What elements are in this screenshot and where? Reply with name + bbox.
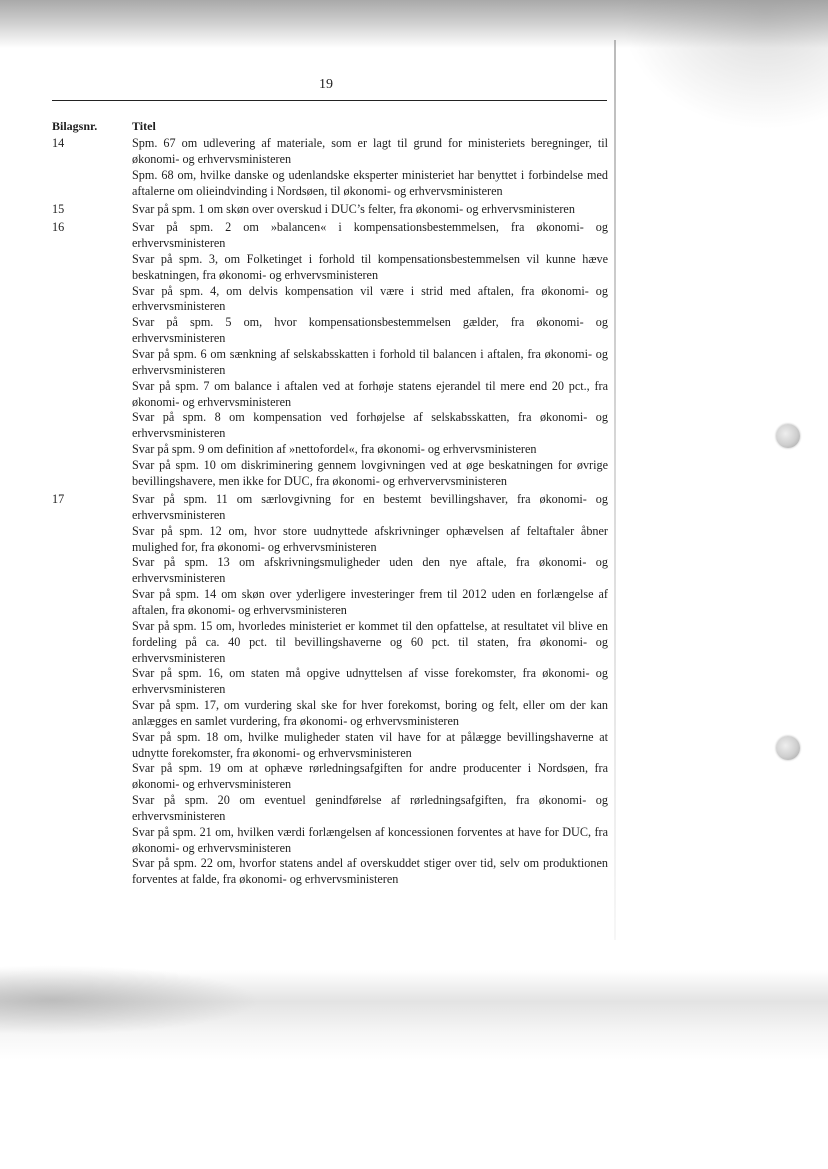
punch-hole-icon (776, 736, 800, 760)
page-number: 19 (319, 77, 333, 92)
appendix-entry: Svar på spm. 14 om skøn over yderligere investeringer frem til 2012 uden en forlængelse af aftalen, fra økonomi- og erhvervsministeren (132, 587, 608, 617)
appendix-entry: Spm. 67 om udlevering af materiale, som er lagt til grund for ministeriets beregninger, til økonomi- og erhvervsministeren (132, 136, 608, 166)
appendix-entry: Svar på spm. 3, om Folketinget i forhold til kompensationsbestemmelsen vil kunne hæve beskatningen, fra økonomi- og erhvervsministeren (132, 251, 608, 282)
appendix-group (52, 492, 608, 888)
appendix-entry: Svar på spm. 13 om afskrivningsmuligheder uden den nye aftale, fra økonomi- og erhvervsministeren (132, 555, 608, 586)
appendix-group (52, 220, 608, 489)
appendix-number: 14 (52, 136, 65, 150)
appendix-entry: Svar på spm. 1 om skøn over overskud i DUC’s felter, fra økonomi- og erhvervsministeren (132, 201, 575, 216)
appendix-entry: Svar på spm. 5 om, hvor kompensationsbestemmelsen gælder, fra økonomi- og erhvervsministeren (132, 315, 608, 346)
appendix-entry: Svar på spm. 9 om definition af »nettofordel«, fra økonomi- og erhvervsministeren (132, 442, 537, 457)
appendix-entry: Svar på spm. 16, om staten må opgive udnyttelsen af visse forekomster, fra økonomi- og erhvervsministeren (132, 666, 608, 697)
appendix-entry: Svar på spm. 15 om, hvorledes ministeriet er kommet til den opfattelse, at resultatet vil blive en fordeling på ca. 40 pct. til bevillingshaverne og 60 pct. til staten, fra økonomi- og erhvervsministeren (132, 618, 608, 665)
appendix-entry: Svar på spm. 22 om, hvorfor statens andel af overskuddet stiger over tid, selv om produktionen forventes at falde, fra økonomi- og erhvervsministeren (132, 856, 608, 887)
appendix-entries (132, 202, 608, 218)
appendix-entry: Spm. 68 om, hvilke danske og udenlandske eksperter ministeriet har benyttet i forbindelse med aftalerne om olieindvinding i Nordsøen, til økonomi- og erhvervsministeren (132, 167, 608, 198)
appendix-entry: Svar på spm. 12 om, hvor store uudnyttede afskrivninger ophævelsen af feltaftaler åbner mulighed for, fra økonomi- og erhvervsministeren (132, 523, 608, 554)
appendix-number: 17 (52, 492, 65, 507)
appendix-entries (132, 492, 608, 888)
appendix-entry: Svar på spm. 20 om eventuel genindførelse af rørledningsafgiften, fra økonomi- og erhvervsministeren (132, 793, 608, 823)
appendix-group (52, 202, 608, 218)
appendix-entries (132, 136, 608, 199)
scan-shadow-top-right (620, 0, 828, 130)
appendix-entry: Svar på spm. 17, om vurdering skal ske for hver forekomst, boring og felt, eller om der kan anlægges en samlet vurdering, fra økonomi- og erhvervsministeren (132, 698, 608, 728)
appendix-number: 16 (52, 220, 65, 235)
appendix-number: 15 (52, 201, 65, 216)
appendix-list (52, 136, 608, 888)
scan-shadow-bottom-left (0, 965, 260, 1035)
appendix-entry: Svar på spm. 2 om »balancen« i kompensationsbestemmelsen, fra økonomi- og erhvervsministeren (132, 220, 608, 251)
appendix-entry: Svar på spm. 7 om balance i aftalen ved at forhøje statens ejerandel til mere end 20 pct., fra økonomi- og erhvervsministeren (132, 378, 608, 409)
appendix-entry: Svar på spm. 6 om sænkning af selskabsskatten i forhold til balancen i aftalen, fra økonomi- og erhvervsministeren (132, 346, 608, 377)
appendix-group (52, 136, 608, 199)
column-header-title: Titel (132, 119, 156, 133)
appendix-entry: Svar på spm. 21 om, hvilken værdi forlængelsen af koncessionen forventes at have for DUC, fra økonomi- og erhvervsministeren (132, 824, 608, 855)
appendix-entry: Svar på spm. 11 om særlovgivning for en bestemt bevillingshaver, fra økonomi- og erhvervsministeren (132, 492, 608, 522)
appendix-entries (132, 220, 608, 489)
column-header-number: Bilagsnr. (52, 119, 98, 133)
appendix-entry: Svar på spm. 4, om delvis kompensation vil være i strid med aftalen, fra økonomi- og erhvervsministeren (132, 283, 608, 314)
punch-hole-icon (776, 424, 800, 448)
appendix-entry: Svar på spm. 19 om at ophæve rørledningsafgiften for andre producenter i Nordsøen, fra økonomi- og erhvervsministeren (132, 761, 608, 792)
header-rule (52, 100, 607, 101)
appendix-entry: Svar på spm. 10 om diskriminering gennem lovgivningen ved at øge beskatningen for øvrige bevillingshavere, men ikke for DUC, fra økonomi- og erhververvsministeren (132, 457, 608, 488)
appendix-entry: Svar på spm. 8 om kompensation ved forhøjelse af selskabsskatten, fra økonomi- og erhvervsministeren (132, 410, 608, 441)
appendix-entry: Svar på spm. 18 om, hvilke muligheder staten vil have for at pålægge bevillingshaverne at udnytte forekomster, fra økonomi- og erhvervsministeren (132, 729, 608, 760)
scan-page-edge (614, 40, 616, 940)
